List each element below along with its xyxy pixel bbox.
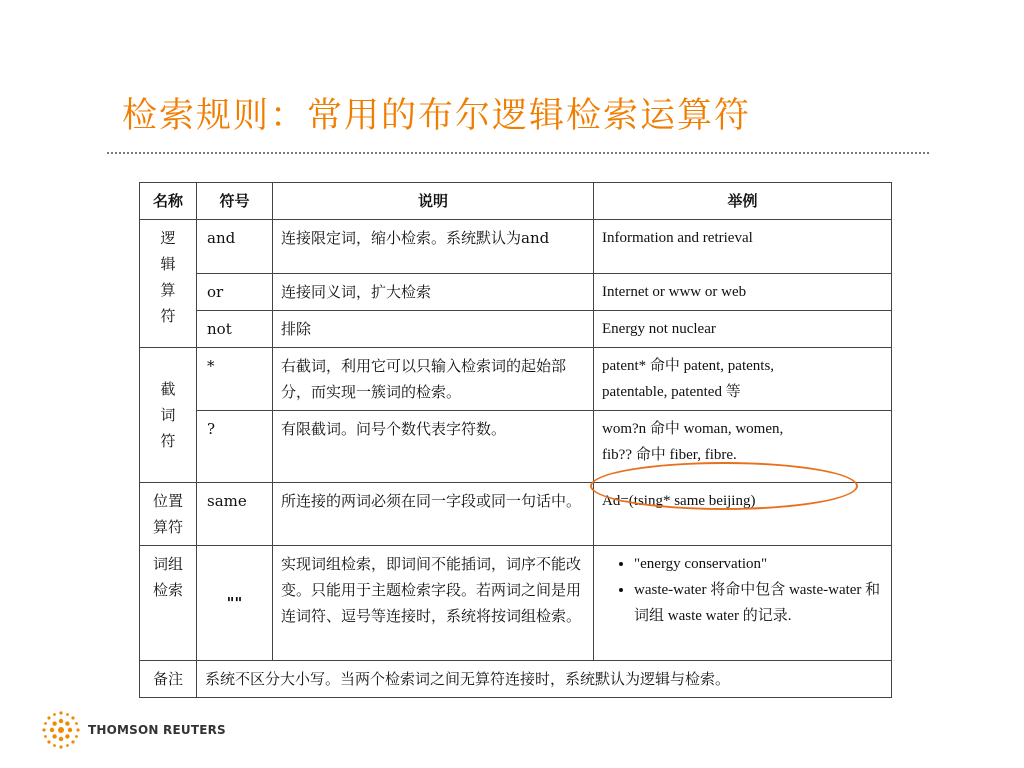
category-truncation [140, 348, 197, 483]
example-same: Ad=(tsing* same beijing) [594, 483, 892, 546]
example-phrase-item-1: • "energy conservation" [634, 551, 883, 577]
desc-or: 连接同义词，扩大检索 [273, 274, 594, 311]
example-star-line1: patent* 命中 patent, patents, [602, 358, 775, 374]
thomson-reuters-dots-icon [40, 709, 82, 751]
title-divider [107, 152, 929, 154]
desc-star: 右截词，利用它可以只输入检索词的起始部分，而实现一簇词的检索。 [273, 348, 594, 411]
symbol-phrase: "" [197, 546, 273, 661]
header-symbol: 符号 [197, 183, 273, 220]
example-phrase-item-2: • waste-water 将命中包含 waste-water 和词组 waste water 的记录. [634, 577, 883, 629]
example-star [594, 348, 892, 411]
category-truncation-label: 截词符 [160, 380, 176, 450]
table-header-row [140, 183, 892, 220]
example-or: Internet or www or web [594, 274, 892, 311]
table-row-or [140, 274, 892, 311]
boolean-operators-table [139, 182, 892, 698]
table-row-phrase [140, 546, 892, 661]
symbol-question: ? [197, 411, 273, 483]
category-note: 备注 [140, 661, 197, 698]
example-and: Information and retrieval [594, 220, 892, 274]
category-position [140, 483, 197, 546]
table-row-note [140, 661, 892, 698]
symbol-star: * [197, 348, 273, 411]
desc-same: 所连接的两词必须在同一字段或同一句话中。 [273, 483, 594, 546]
symbol-not: not [197, 311, 273, 348]
symbol-or: or [197, 274, 273, 311]
category-logic-label: 逻辑算符 [160, 229, 176, 325]
category-phrase [140, 546, 197, 661]
category-phrase-label: 词组检索 [152, 555, 183, 599]
table-row-not [140, 311, 892, 348]
desc-and: 连接限定词，缩小检索。系统默认为and [273, 220, 594, 274]
desc-phrase: 实现词组检索，即词间不能插词，词序不能改变。只能用于主题检索字段。若两词之间是用连词符、逗号等连接时，系统将按词组检索。 [273, 546, 594, 661]
example-phrase [594, 546, 892, 661]
desc-note: 系统不区分大小写。当两个检索词之间无算符连接时，系统默认为逻辑与检索。 [197, 661, 892, 698]
example-phrase-list [602, 551, 883, 629]
example-not: Energy not nuclear [594, 311, 892, 348]
symbol-same: same [197, 483, 273, 546]
table-row-star [140, 348, 892, 411]
symbol-and: and [197, 220, 273, 274]
desc-not: 排除 [273, 311, 594, 348]
thomson-reuters-logo [40, 708, 226, 752]
header-description: 说明 [273, 183, 594, 220]
example-question-line2: fib?? 命中 fiber, fibre. [602, 447, 737, 463]
desc-question: 有限截词。问号个数代表字符数。 [273, 411, 594, 483]
table-row-question [140, 411, 892, 483]
example-question-line1: wom?n 命中 woman, women, [602, 421, 784, 437]
category-logic [140, 220, 197, 348]
header-example: 举例 [594, 183, 892, 220]
table-row-and [140, 220, 892, 274]
slide-title: 检索规则：常用的布尔逻辑检索运算符 [122, 96, 752, 136]
example-star-line2: patentable, patented 等 [602, 384, 741, 400]
category-position-label: 位置算符 [152, 492, 183, 536]
logo-text: THOMSON REUTERS [88, 723, 226, 737]
header-name: 名称 [140, 183, 197, 220]
example-question [594, 411, 892, 483]
table-row-same [140, 483, 892, 546]
